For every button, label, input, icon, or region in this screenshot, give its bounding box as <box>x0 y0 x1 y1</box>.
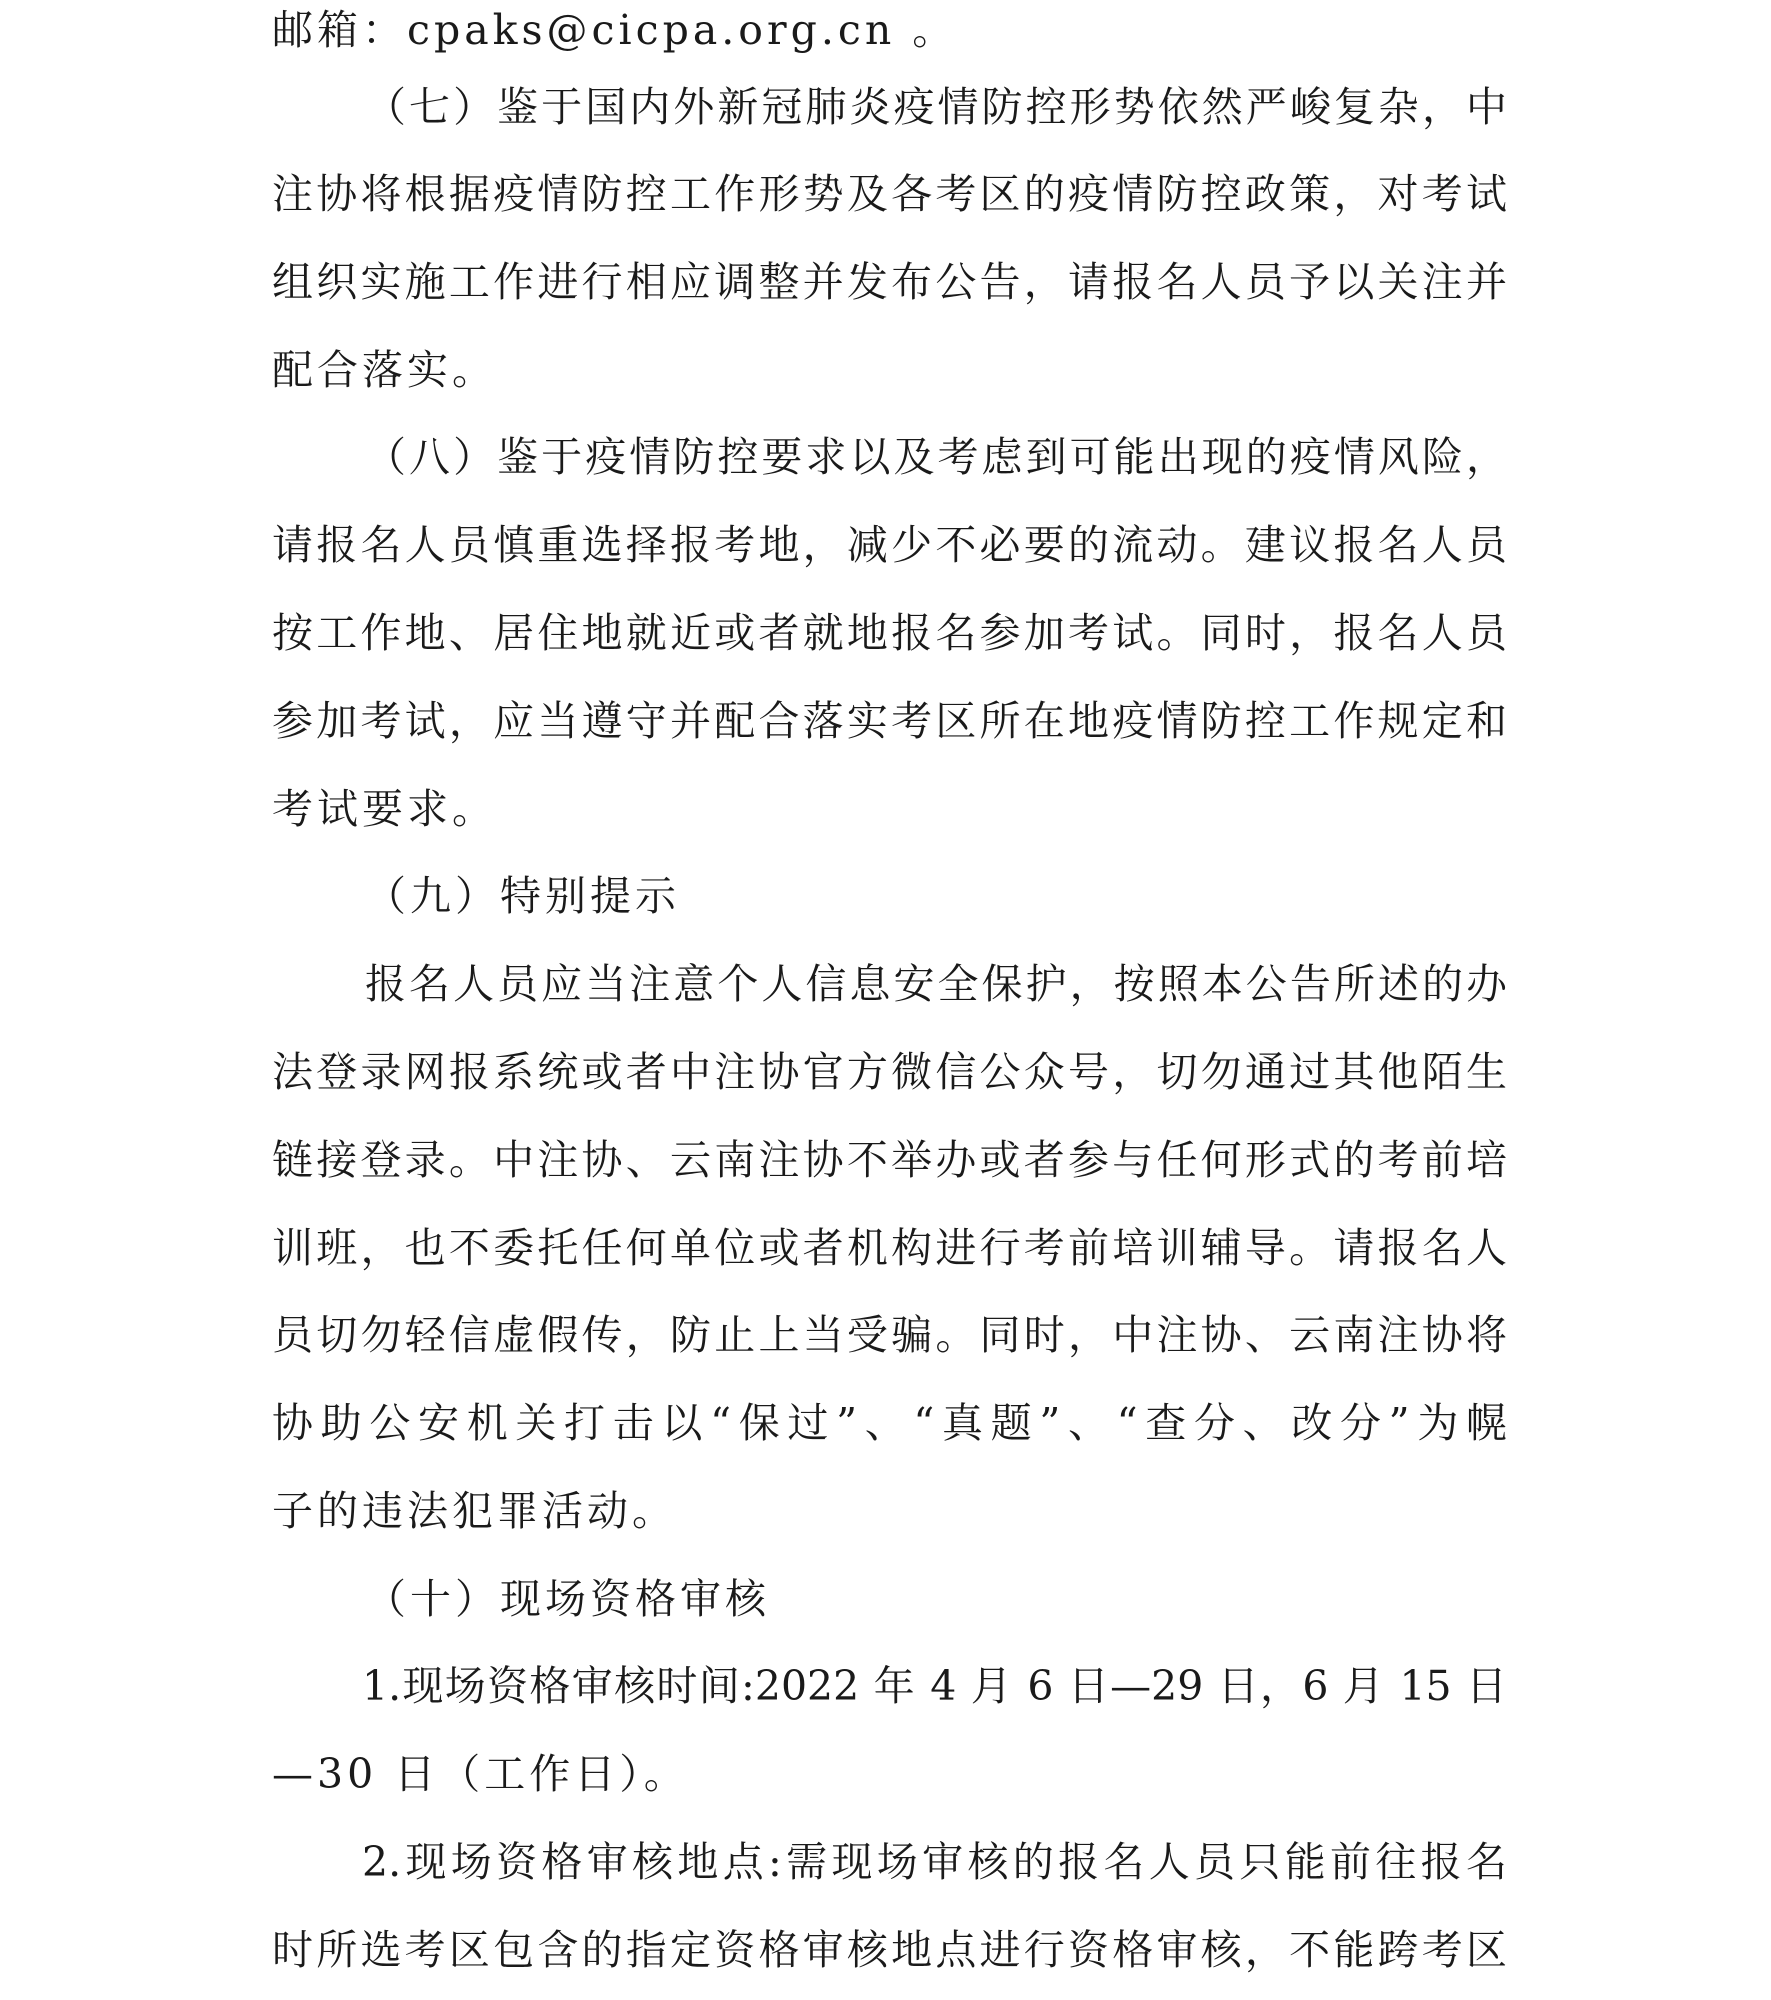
paragraph-8-line-1: （八）鉴于疫情防控要求以及考虑到可能出现的疫情风险， <box>365 433 1507 481</box>
paragraph-9-line-1: 报名人员应当注意个人信息安全保护，按照本公告所述的办 <box>365 960 1507 1008</box>
item-2-line-1: 2.现场资格审核地点:需现场审核的报名人员只能前往报名 <box>362 1838 1507 1886</box>
paragraph-9-line-5: 员切勿轻信虚假传，防止上当受骗。同时，中注协、云南注协将 <box>272 1311 1507 1359</box>
paragraph-8-line-4: 参加考试，应当遵守并配合落实考区所在地疫情防控工作规定和 <box>272 697 1507 745</box>
paragraph-9-line-3: 链接登录。中注协、云南注协不举办或者参与任何形式的考前培 <box>272 1136 1507 1184</box>
paragraph-8-line-2: 请报名人员慎重选择报考地，减少不必要的流动。建议报名人员 <box>272 521 1507 569</box>
paragraph-7-line-3: 组织实施工作进行相应调整并发布公告，请报名人员予以关注并 <box>272 258 1507 306</box>
paragraph-9-line-2: 法登录网报系统或者中注协官方微信公众号，切勿通过其他陌生 <box>272 1048 1507 1096</box>
paragraph-9-line-4: 训班，也不委托任何单位或者机构进行考前培训辅导。请报名人 <box>272 1224 1507 1272</box>
paragraph-9-line-6: 协助公安机关打击以“保过”、“真题”、“查分、改分”为幌 <box>272 1399 1507 1447</box>
item-2-line-2: 时所选考区包含的指定资格审核地点进行资格审核，不能跨考区 <box>272 1926 1507 1974</box>
item-1-line-2: —30 日（工作日）。 <box>272 1750 689 1798</box>
paragraph-7-line-2: 注协将根据疫情防控工作形势及各考区的疫情防控政策，对考试 <box>272 170 1507 218</box>
section-9-heading: （九）特别提示 <box>365 872 680 920</box>
item-1-line-1: 1.现场资格审核时间:2022 年 4 月 6 日—29 日，6 月 15 日 <box>362 1662 1507 1710</box>
paragraph-7-line-1: （七）鉴于国内外新冠肺炎疫情防控形势依然严峻复杂，中 <box>365 83 1507 131</box>
paragraph-9-line-7: 子的违法犯罪活动。 <box>272 1487 677 1535</box>
section-10-heading: （十）现场资格审核 <box>365 1575 770 1623</box>
paragraph-7-line-4: 配合落实。 <box>272 346 497 394</box>
text-line-email: 邮箱：cpaks@cicpa.org.cn 。 <box>272 6 958 54</box>
paragraph-8-line-5: 考试要求。 <box>272 785 497 833</box>
paragraph-8-line-3: 按工作地、居住地就近或者就地报名参加考试。同时，报名人员 <box>272 609 1507 657</box>
